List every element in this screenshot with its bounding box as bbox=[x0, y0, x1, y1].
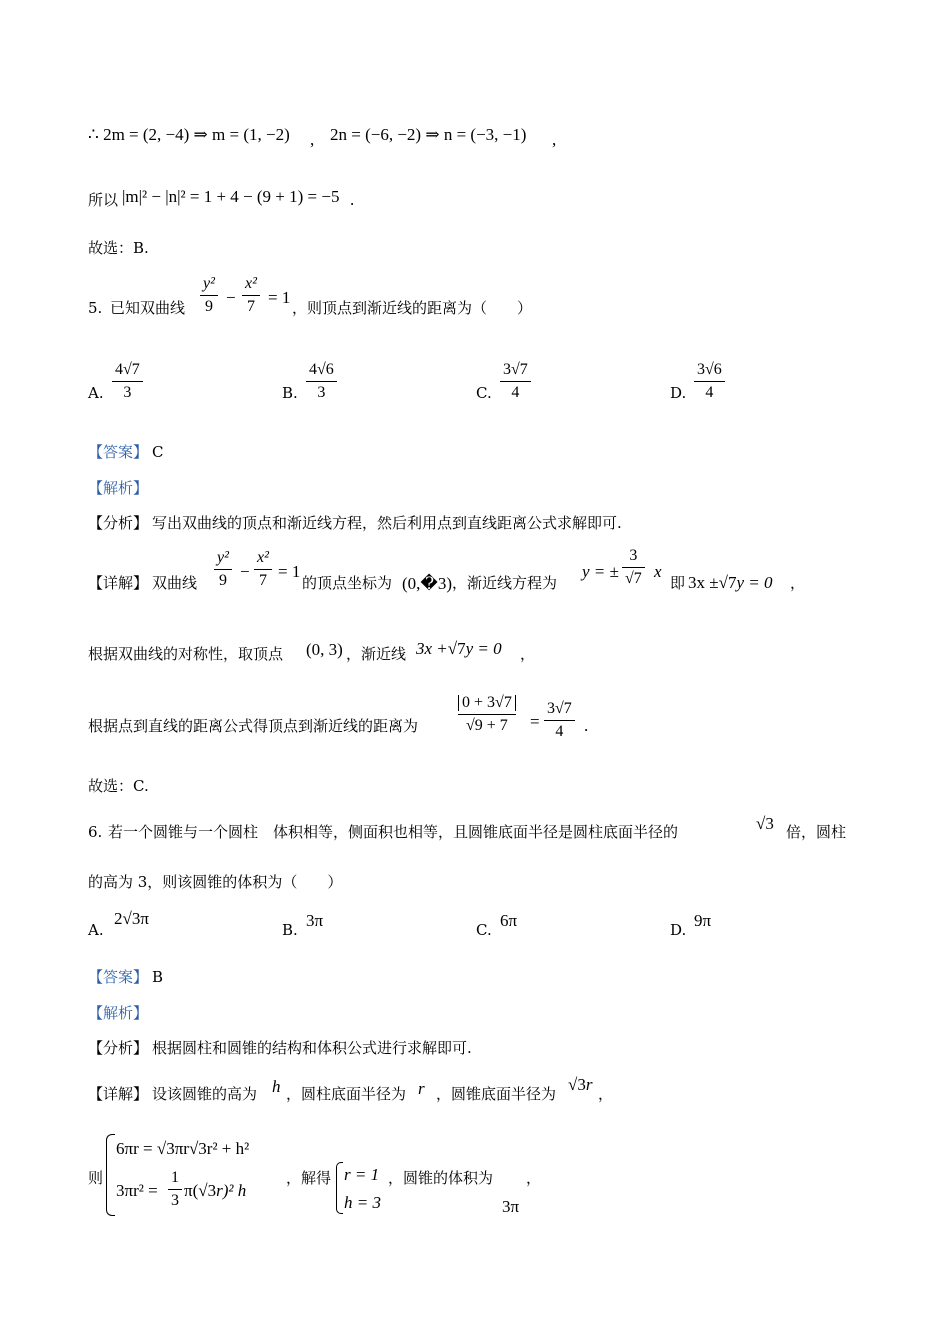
q5-detail-y2: y² bbox=[217, 549, 229, 566]
q5-choose: 故选：C. bbox=[88, 777, 149, 795]
q6-sys2-num: 1 bbox=[171, 1169, 179, 1186]
q5-dist-res-radicand: 7 bbox=[563, 700, 572, 717]
q6-detail-tag: 【详解】 bbox=[88, 1085, 149, 1103]
q5-analysis-tag: 【解析】 bbox=[88, 479, 149, 497]
q5-eq-minus: − bbox=[226, 288, 236, 307]
q5-dist-end: . bbox=[584, 716, 589, 735]
q6-volume: ，圆锥的体积为 bbox=[388, 1169, 494, 1187]
q5-option-b-coef: 4 bbox=[309, 361, 317, 378]
q5-option-d-value[interactable]: 3√6 4 bbox=[694, 362, 725, 401]
q6-option-a-radicand: 3 bbox=[131, 909, 141, 928]
q5-detail-one: = 1 bbox=[278, 562, 301, 581]
q5-detail-line-b: y = 0 bbox=[736, 573, 773, 592]
q5-option-c-den: 4 bbox=[511, 384, 520, 401]
q6-stem-sqrt: √3 bbox=[756, 814, 774, 833]
line-1-separator: , bbox=[310, 130, 315, 149]
q6-stem-b: 倍，圆柱 bbox=[786, 823, 847, 841]
q5-option-c-value[interactable]: 3√7 4 bbox=[500, 362, 531, 401]
q5-stem-a: 已知双曲线 bbox=[110, 299, 186, 317]
q5-option-a-den: 3 bbox=[123, 384, 132, 401]
q6-solve: ，解得 bbox=[286, 1169, 332, 1187]
q5-number: 5. bbox=[88, 299, 103, 317]
q5-eq-y2: y² bbox=[203, 275, 215, 292]
q6-detail-cone-radicand: 3 bbox=[577, 1075, 586, 1094]
q5-sym-line: 3x +√7y = 0 bbox=[416, 639, 502, 658]
q5-eq-x2: x² bbox=[245, 275, 257, 292]
q5-detail-b: 的顶点坐标为 bbox=[302, 574, 393, 592]
q5-option-d-radicand: 6 bbox=[713, 361, 722, 378]
q6-volume-value: 3π bbox=[502, 1197, 520, 1216]
q5-detail-end: ， bbox=[790, 574, 806, 592]
q6-sys2-radicand: 3 bbox=[207, 1181, 217, 1200]
line-1-part-a: ∴ 2m = (2, −4) ⇒ m = (1, −2) bbox=[88, 125, 290, 144]
q6-option-a-label[interactable]: A. bbox=[88, 921, 104, 939]
q6-option-b-label[interactable]: B. bbox=[282, 921, 298, 939]
q6-fenxi: 根据圆柱和圆锥的结构和体积公式进行求解即可. bbox=[152, 1039, 472, 1057]
q5-dist-den-radicand: 9 + 7 bbox=[474, 717, 508, 734]
q6-analysis-tag: 【解析】 bbox=[88, 1004, 149, 1022]
q5-eq-frac-y bbox=[200, 276, 218, 315]
q5-asym-x: x bbox=[654, 562, 662, 581]
q5-detail-frac-x bbox=[254, 550, 272, 589]
q5-eq-frac-x bbox=[242, 276, 260, 315]
q6-option-d-label[interactable]: D. bbox=[670, 921, 687, 939]
line-1-end: , bbox=[552, 130, 557, 149]
q6-option-c-value[interactable]: 6π bbox=[500, 911, 518, 930]
line-1-part-b: 2n = (−6, −2) ⇒ n = (−3, −1) bbox=[330, 125, 527, 144]
line-2-prefix: 所以 bbox=[88, 191, 119, 209]
q6-option-a-value[interactable]: 2√3π bbox=[114, 909, 149, 928]
q5-sym-a: 根据双曲线的对称性，取顶点 bbox=[88, 645, 284, 663]
q6-sys1-radicand-2: 3r² + h² bbox=[198, 1139, 250, 1158]
q5-sym-end: ， bbox=[520, 645, 536, 663]
q5-option-a-value[interactable]: 4√7 3 bbox=[112, 362, 143, 401]
q5-dist-result: 3√7 4 bbox=[544, 701, 575, 740]
q5-sym-line-b: y = 0 bbox=[465, 639, 502, 658]
q5-dist-num-radicand: 7 bbox=[503, 694, 512, 711]
q6-answer: B bbox=[152, 968, 164, 986]
q6-system-eq1: 6πr = √3πr√3r² + h² bbox=[116, 1139, 250, 1158]
q5-asym-num: 3 bbox=[629, 547, 638, 564]
q6-detail-b: ，圆柱底面半径为 bbox=[286, 1085, 407, 1103]
q5-detail-tag: 【详解】 bbox=[88, 574, 149, 592]
line-2-end: . bbox=[350, 190, 355, 209]
q5-eq-7: 7 bbox=[246, 298, 255, 315]
q6-detail-a: 设该圆锥的高为 bbox=[152, 1085, 258, 1103]
q5-stem-b: ，则顶点到渐近线的距离为（ ） bbox=[292, 299, 533, 317]
q6-sys1-radicand-1: 3 bbox=[166, 1139, 175, 1158]
q5-answer: C bbox=[152, 443, 164, 461]
q5-dist-res-den: 4 bbox=[555, 723, 564, 740]
q5-sym-line-a: 3x + bbox=[416, 639, 448, 658]
q5-fenxi-tag: 【分析】 bbox=[88, 514, 149, 532]
q5-detail-line: 3x ±√7y = 0 bbox=[688, 573, 773, 592]
q5-detail-line-a: 3x ± bbox=[688, 573, 719, 592]
q6-fenxi-tag: 【分析】 bbox=[88, 1039, 149, 1057]
q6-sys2-b: π( bbox=[184, 1181, 199, 1200]
q5-option-c-label[interactable]: C. bbox=[476, 384, 492, 402]
q5-asym-frac: 3 √7 bbox=[622, 548, 645, 587]
q6-option-d-value[interactable]: 9π bbox=[694, 911, 712, 930]
q6-option-c-label[interactable]: C. bbox=[476, 921, 492, 939]
q5-option-a-coef: 4 bbox=[115, 361, 123, 378]
q5-detail-x2: x² bbox=[257, 549, 269, 566]
q6-number: 6. bbox=[88, 823, 103, 841]
q5-sym-line-radicand: 7 bbox=[457, 639, 466, 658]
q6-stem-c: 的高为 3，则该圆锥的体积为（ ） bbox=[88, 873, 343, 891]
q6-detail-h: h bbox=[272, 1077, 281, 1096]
q5-option-d-den: 4 bbox=[705, 384, 714, 401]
q5-detail-line-radicand: 7 bbox=[727, 573, 737, 592]
q5-detail-vertex: (0,�3) bbox=[402, 574, 453, 593]
q6-system-brace bbox=[106, 1134, 115, 1216]
q6-solution-brace bbox=[336, 1162, 343, 1214]
q5-option-b-den: 3 bbox=[317, 384, 326, 401]
q5-option-c-coef: 3 bbox=[503, 361, 511, 378]
q6-option-a-coef: 2 bbox=[114, 909, 123, 928]
q6-option-b-value[interactable]: 3π bbox=[306, 911, 324, 930]
q6-volume-end: ， bbox=[526, 1169, 542, 1187]
q5-sym-point: (0, 3) bbox=[306, 640, 343, 659]
q5-eq-one: = 1 bbox=[268, 288, 291, 307]
line-2-expression: |m|² − |n|² = 1 + 4 − (9 + 1) = −5 bbox=[122, 187, 340, 206]
q6-detail-end: ， bbox=[598, 1085, 614, 1103]
q6-detail-cone-radius: √3r bbox=[568, 1075, 593, 1094]
q5-asym-den-radicand: 7 bbox=[633, 570, 642, 587]
q5-dist-res-coef: 3 bbox=[547, 700, 555, 717]
q5-option-d-label[interactable]: D. bbox=[670, 384, 687, 402]
q5-option-a-label[interactable]: A. bbox=[88, 384, 104, 402]
q6-sys2-den: 3 bbox=[171, 1192, 179, 1209]
line-3-choose: 故选：B. bbox=[88, 239, 149, 257]
q5-dist-a: 根据点到直线的距离公式得顶点到渐近线的距离为 bbox=[88, 717, 419, 735]
q6-then: 则 bbox=[88, 1169, 104, 1187]
q5-dist-num-a: 0 + 3 bbox=[462, 694, 496, 711]
q5-dist-eq: = bbox=[530, 712, 540, 731]
q6-sol-2: h = 3 bbox=[344, 1193, 381, 1212]
q6-detail-r: r bbox=[418, 1079, 425, 1098]
q5-dist-frac: 0 + 3√7 √9 + 7 bbox=[458, 695, 516, 734]
q5-option-c-radicand: 7 bbox=[519, 361, 528, 378]
q6-detail-cone-var: r bbox=[585, 1075, 593, 1094]
q5-detail-d: 即 bbox=[670, 574, 686, 592]
q6-sys2-c: r)² h bbox=[216, 1181, 247, 1200]
q5-option-d-coef: 3 bbox=[697, 361, 705, 378]
q6-option-a-pi: π bbox=[140, 909, 149, 928]
q6-stem-radicand: 3 bbox=[765, 814, 774, 833]
q6-sys1-b: πr bbox=[174, 1139, 189, 1158]
q6-detail-c: ，圆锥底面半径为 bbox=[436, 1085, 557, 1103]
q5-option-b-value[interactable]: 4√6 3 bbox=[306, 362, 337, 401]
q6-system-eq2-b: π(√3r)² h bbox=[184, 1181, 247, 1200]
q5-detail-frac-y bbox=[214, 550, 232, 589]
q6-sol-1: r = 1 bbox=[344, 1165, 380, 1184]
q5-detail-9: 9 bbox=[218, 572, 227, 589]
q5-option-b-label[interactable]: B. bbox=[282, 384, 298, 402]
q5-answer-tag: 【答案】 bbox=[88, 443, 149, 461]
q5-eq-9: 9 bbox=[204, 298, 213, 315]
q6-stem-a: 若一个圆锥与一个圆柱 体积相等，侧面积也相等，且圆锥底面半径是圆柱底面半径的 bbox=[108, 823, 679, 841]
q5-detail-c: ，渐近线方程为 bbox=[452, 574, 558, 592]
q6-answer-tag: 【答案】 bbox=[88, 968, 149, 986]
q5-detail-a: 双曲线 bbox=[152, 574, 198, 592]
q5-detail-minus: − bbox=[240, 562, 250, 581]
q5-asym-y: y = ± bbox=[582, 562, 619, 581]
q5-sym-b: ，渐近线 bbox=[346, 645, 407, 663]
q5-option-a-radicand: 7 bbox=[131, 361, 140, 378]
q5-option-b-radicand: 6 bbox=[325, 361, 334, 378]
q5-fenxi: 写出双曲线的顶点和渐近线方程，然后利用点到直线距离公式求解即可. bbox=[152, 514, 622, 532]
q6-system-eq2-frac bbox=[168, 1170, 182, 1209]
q6-sys1-a: 6πr = bbox=[116, 1139, 153, 1158]
q5-detail-7: 7 bbox=[258, 572, 267, 589]
q6-system-eq2-a: 3πr² = bbox=[116, 1181, 158, 1200]
